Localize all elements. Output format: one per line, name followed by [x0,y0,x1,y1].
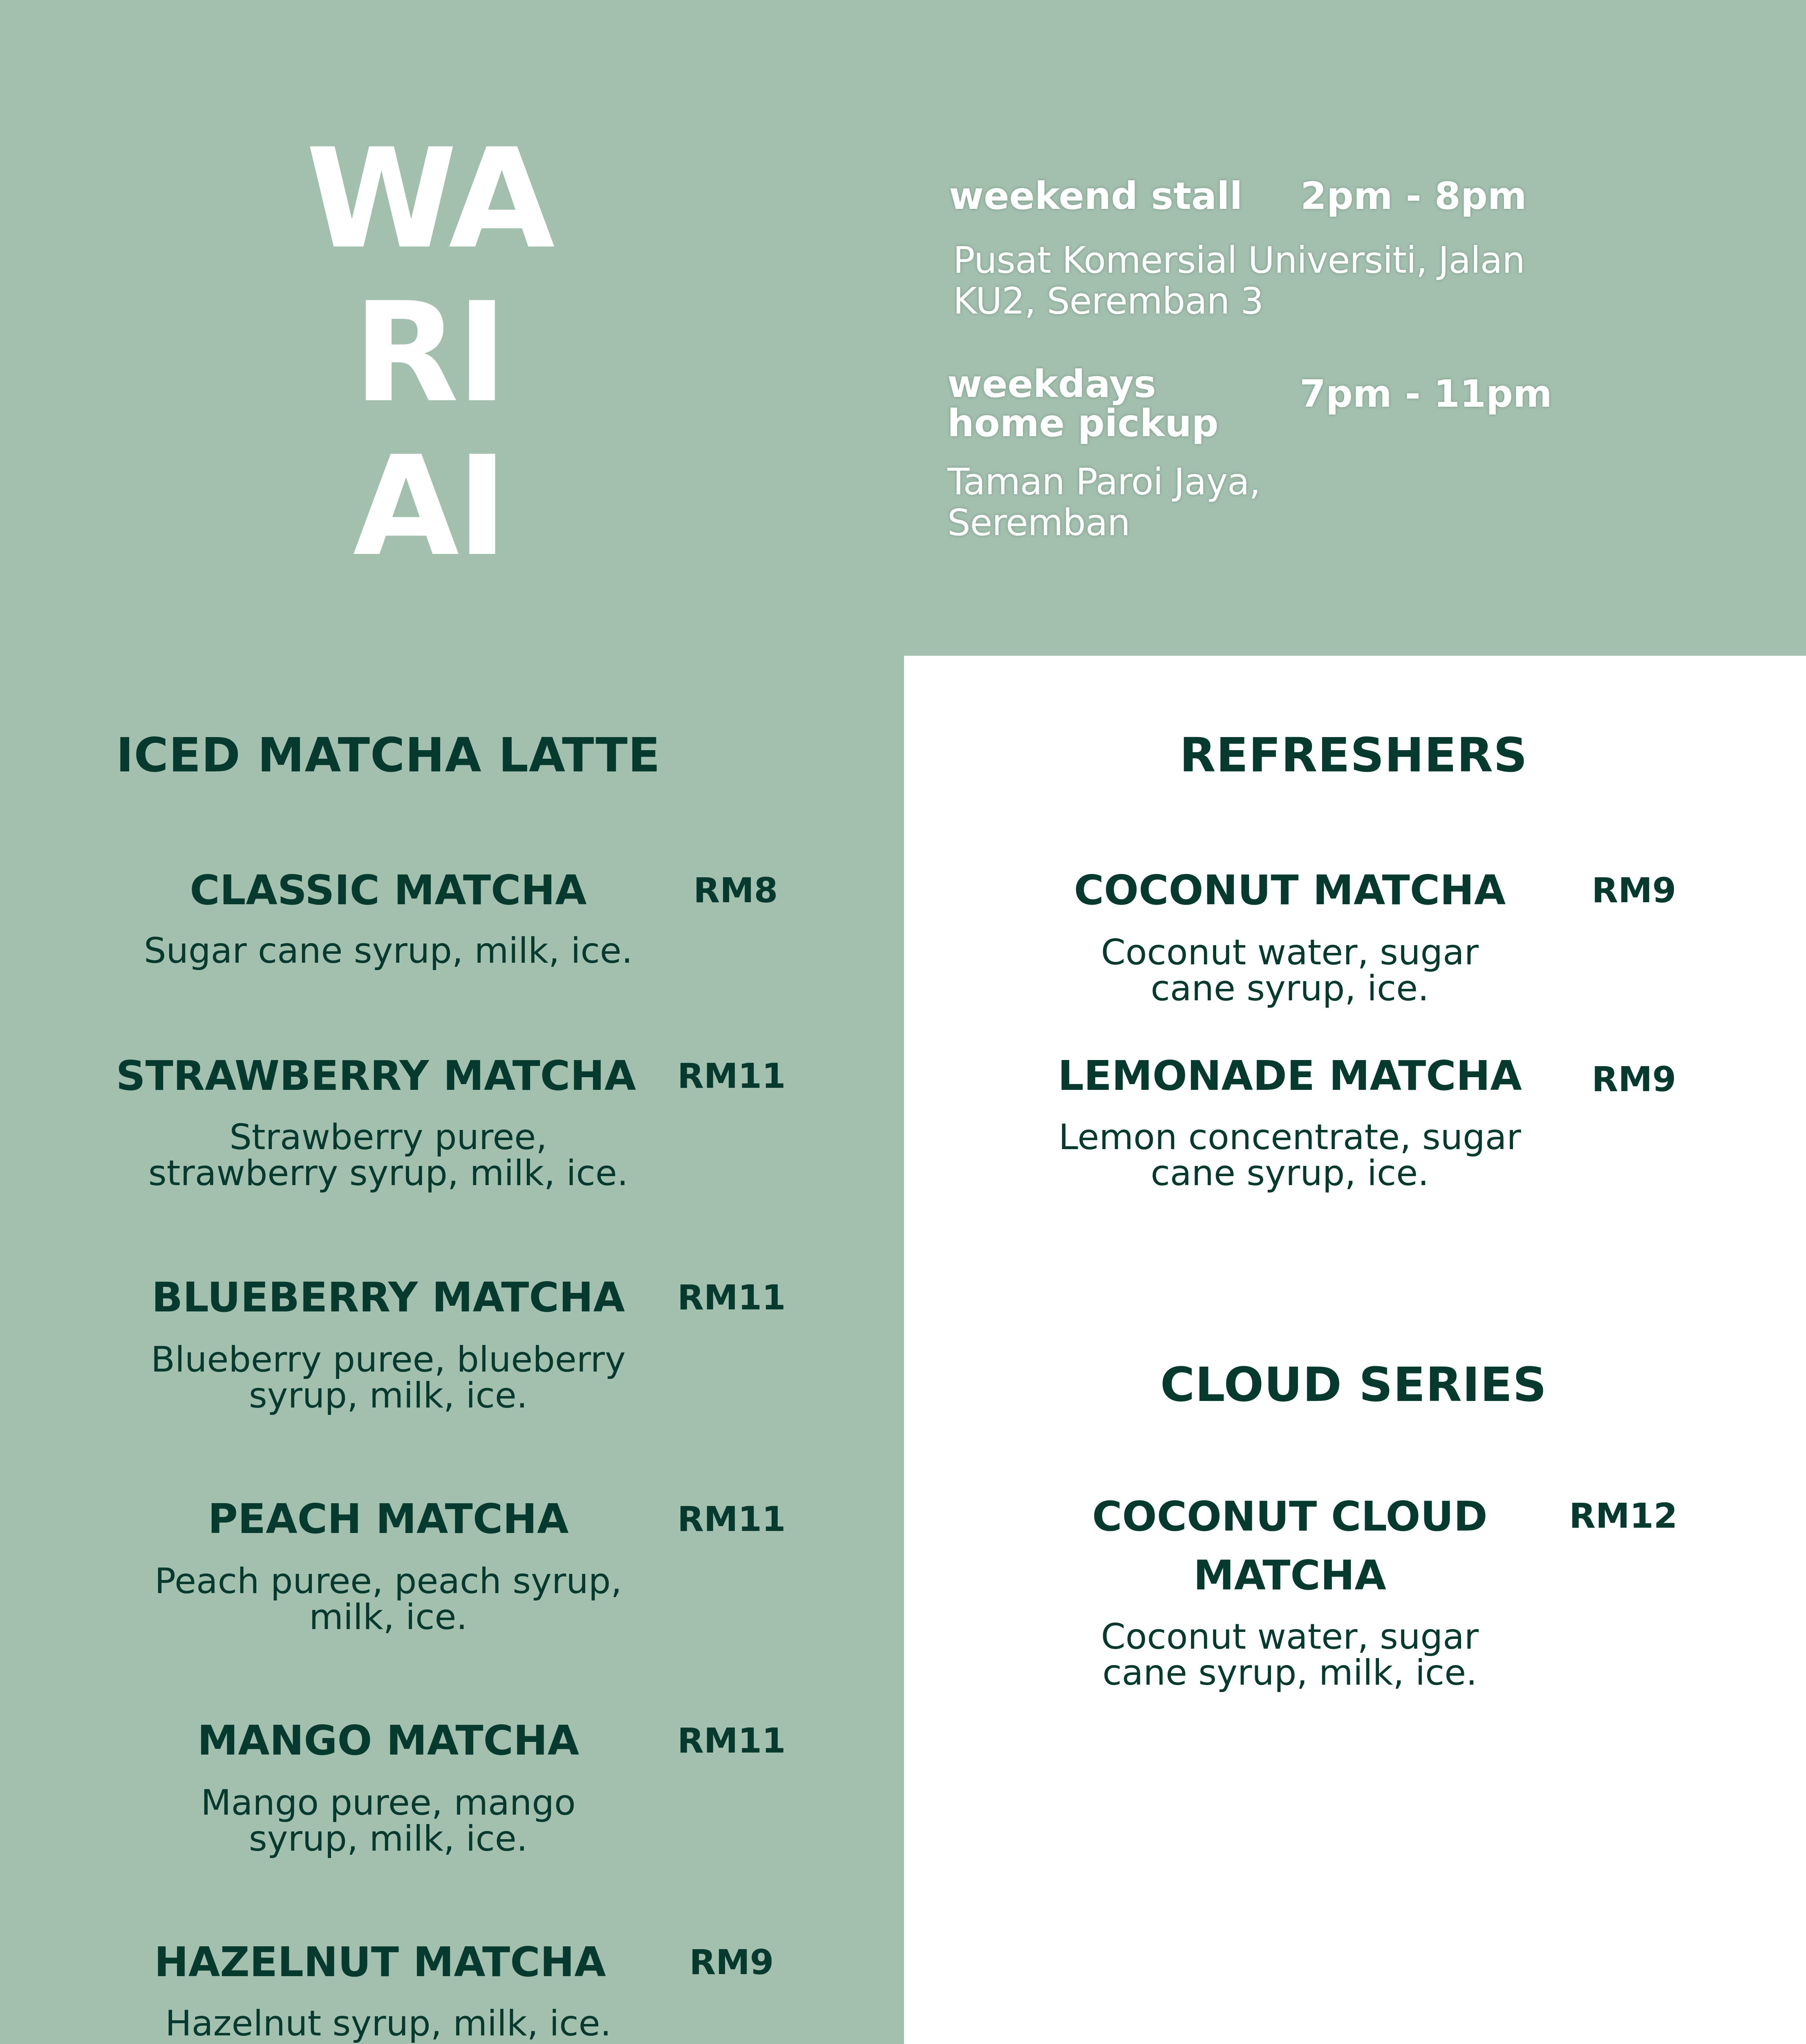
item-name: STRAWBERRY MATCHA [116,1052,636,1100]
weekend-address-line: Pusat Komersial Universiti, Jalan [953,239,1525,281]
item-name: PEACH MATCHA [208,1495,569,1543]
logo-line: WA [306,119,553,279]
weekend-time: 2pm - 8pm [1300,174,1527,218]
item-description: Lemon concentrate, sugar [1059,1117,1521,1158]
item-price: RM9 [1591,1059,1676,1099]
item-description: Blueberry puree, blueberry [151,1339,626,1380]
item-description: Strawberry puree, [229,1117,547,1158]
item-description: strawberry syrup, milk, ice. [148,1153,629,1194]
item-description: Coconut water, sugar [1101,932,1479,973]
item-name: CLASSIC MATCHA [190,866,587,914]
section-title-cloud-series: CLOUD SERIES [1160,1358,1547,1412]
item-price: RM12 [1569,1496,1678,1536]
item-name: COCONUT MATCHA [1074,866,1506,914]
item-description: Mango puree, mango [201,1782,576,1823]
item-price: RM11 [677,1278,786,1318]
logo-line: AI [353,427,506,587]
item-description: cane syrup, ice. [1150,1153,1429,1194]
item-description: Peach puree, peach syrup, [154,1561,622,1602]
item-price: RM9 [1591,870,1676,910]
item-price: RM11 [677,1499,786,1539]
weekdays-address-line: Seremban [947,501,1130,544]
item-description: milk, ice. [309,1597,468,1638]
item-description: cane syrup, milk, ice. [1102,1652,1477,1693]
item-description: syrup, milk, ice. [248,1818,528,1859]
item-name: BLUEBERRY MATCHA [151,1273,625,1321]
item-name: MATCHA [1193,1551,1386,1599]
item-name: LEMONADE MATCHA [1058,1052,1522,1100]
item-description: syrup, milk, ice. [248,1375,528,1416]
logo-line: RI [353,273,505,433]
item-price: RM11 [677,1056,786,1096]
item-description: cane syrup, ice. [1150,968,1429,1009]
weekend-address-line: KU2, Seremban 3 [953,280,1264,322]
weekdays-label-line: weekdays [947,362,1156,406]
item-description: Sugar cane syrup, milk, ice. [143,930,633,971]
section-title-refreshers: REFRESHERS [1179,728,1528,783]
weekend-label: weekend stall [949,174,1243,218]
weekdays-address-line: Taman Paroi Jaya, [947,460,1260,503]
weekdays-time: 7pm - 11pm [1300,372,1552,416]
item-description: Coconut water, sugar [1101,1616,1479,1657]
item-name: MANGO MATCHA [197,1717,580,1764]
item-name: HAZELNUT MATCHA [154,1938,606,1986]
section-title-iced-matcha-latte: ICED MATCHA LATTE [116,728,661,783]
item-price: RM8 [693,870,778,910]
item-description: Hazelnut syrup, milk, ice. [165,2003,611,2044]
weekdays-label-line: home pickup [947,401,1219,445]
brand-logo [245,119,613,587]
item-price: RM11 [677,1721,786,1761]
item-name: COCONUT CLOUD [1092,1493,1488,1540]
item-price: RM9 [689,1942,774,1982]
